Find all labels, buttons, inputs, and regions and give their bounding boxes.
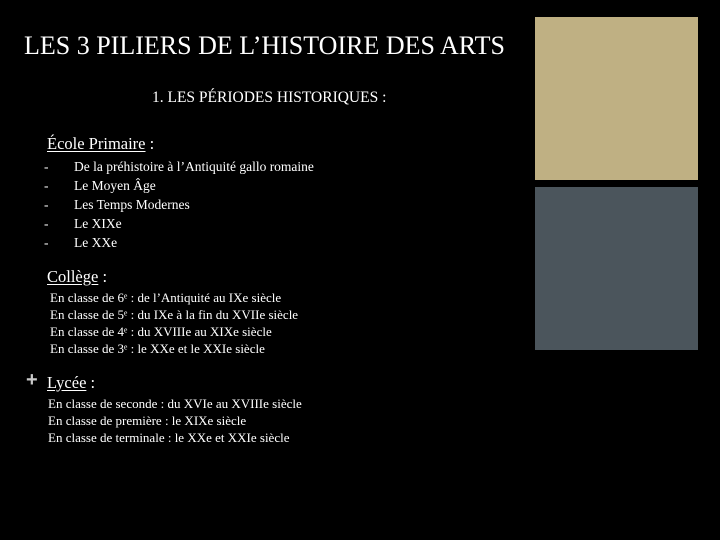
primary-heading-text: École Primaire	[47, 134, 146, 153]
dash-bullet: -	[44, 178, 49, 193]
lycee-line: En classe de terminale : le XXe et XXIe siècle	[48, 430, 290, 445]
list-item	[44, 214, 314, 233]
college-heading-colon: :	[98, 267, 108, 286]
lycee-line: En classe de première : le XIXe siècle	[48, 413, 247, 428]
plus-bullet-icon: +	[26, 369, 38, 391]
accent-square-gold	[535, 17, 698, 180]
list-item-text: Le XIXe	[74, 216, 122, 231]
college-class-list	[50, 289, 298, 357]
accent-square-slate	[535, 187, 698, 350]
slide-title: LES 3 PILIERS DE L’HISTOIRE DES ARTS	[24, 31, 505, 60]
list-item	[44, 195, 314, 214]
college-line: En classe de 5ᵉ : du IXe à la fin du XVIIe siècle	[50, 307, 299, 322]
section-subtitle: 1. LES PÉRIODES HISTORIQUES :	[152, 89, 387, 106]
dash-bullet: -	[44, 197, 49, 212]
list-item-text: De la préhistoire à l’Antiquité gallo romaine	[74, 159, 314, 174]
dash-bullet: -	[44, 216, 49, 231]
list-item	[44, 157, 314, 176]
list-item-text: Le Moyen Âge	[74, 178, 156, 193]
dash-bullet: -	[44, 235, 49, 250]
primary-heading-colon: :	[145, 134, 155, 153]
lycee-heading-colon: :	[86, 373, 96, 392]
college-line: En classe de 4ᵉ : du XVIIIe au XIXe siècle	[50, 324, 272, 339]
primary-heading	[47, 134, 154, 154]
list-item-text: Les Temps Modernes	[74, 197, 190, 212]
college-line: En classe de 6ᵉ : de l’Antiquité au IXe siècle	[50, 290, 282, 305]
list-item	[44, 233, 314, 252]
list-item	[44, 176, 314, 195]
lycee-heading-text: Lycée	[47, 373, 87, 392]
dash-bullet: -	[44, 159, 49, 174]
college-line: En classe de 3ᵉ : le XXe et le XXIe siècle	[50, 341, 265, 356]
primary-period-list	[44, 157, 314, 252]
college-heading-text: Collège	[47, 267, 99, 286]
list-item-text: Le XXe	[74, 235, 118, 250]
lycee-line: En classe de seconde : du XVIe au XVIIIe siècle	[48, 396, 302, 411]
lycee-class-list	[48, 395, 302, 446]
college-heading	[47, 267, 107, 287]
lycee-heading	[47, 373, 95, 393]
